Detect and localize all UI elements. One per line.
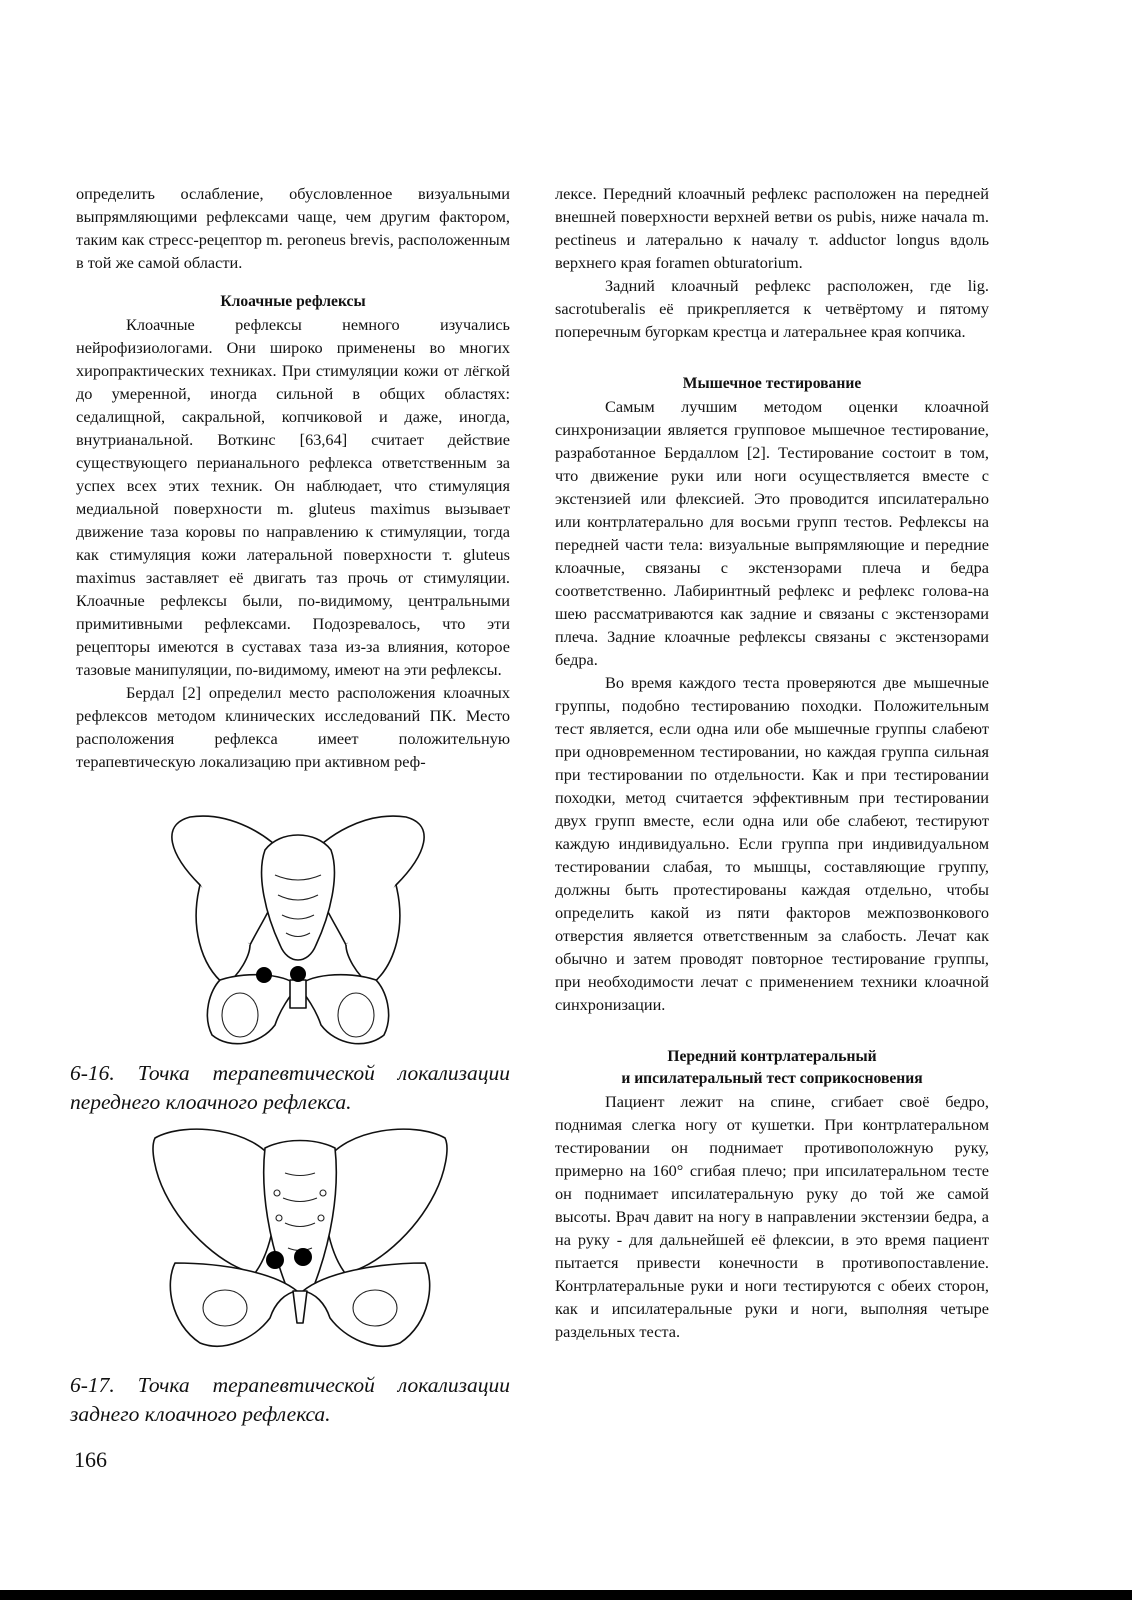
heading-muscle-testing: Мышечное тестирование (682, 375, 862, 392)
paragraph-intro: определить ослабление, обусловленное визуальными выпрямляющими рефлексами чаще, чем другим фактором, таким как стресс-рецептор m. peroneus brevis, расположенным в той же самой области. (76, 184, 510, 272)
paragraph-contact-test: Пациент лежит на спине, сгибает своё бедро, поднимая слегка ногу от кушетки. При контрлатеральном тестировании он поднимает противоположную руку, примерно на 160° сгибая плечо; при ипсилатеральном тесте он поднимает ипсилатеральную руку до той же самой высоты. Врач давит на ногу в направлении экстензии бедра, а на руку - для дальнейшей её флексии, в это время пациент пытается привести конечности в противопоставление. Контрлатеральные руки и ноги тестируются с обеих сторон, как и ипсилатеральные руки и ноги, выполняя четыре раздельных теста. (555, 1092, 989, 1341)
heading-contact-test-line-2: и ипсилатеральный тест соприкосновения (621, 1070, 923, 1087)
pelvis-anterior-illustration (140, 815, 456, 1053)
paragraph-muscle-1: Самым лучшим методом оценки клоачной синхронизации является групповое мышечное тестирование, разработанное Бердаллом [2]. Тестирование состоит в том, что движение руки или ноги осуществляется вместе с экстензией или флексией. Это проводится ипсилатерально или контрлатерально для восьми групп тестов. Рефлексы на передней части тела: визуальные выпрямляющие и передние клоачные, связаны с экстензорами плеча и бедра соответственно. Лабиринтный рефлекс и рефлекс голова-на шею рассматриваются как задние и связаны с экстензорами плеча. Задние клоачные рефлексы связаны с экстензорами бедра. (555, 397, 989, 669)
page-number: 166 (74, 1447, 107, 1472)
left-column (76, 182, 510, 773)
paragraph-cloacal-2: Бердал [2] определил место расположения клоачных рефлексов методом клинических исследований ПК. Место расположения рефлекса имеет положительную терапевтическую локализацию при активном реф- (76, 683, 510, 771)
caption-figure-6-17: 6-17. Точка терапевтической локализации заднего клоачного рефлекса. (70, 1373, 510, 1426)
caption-figure-6-16: 6-16. Точка терапевтической локализации переднего клоачного рефлекса. (70, 1061, 510, 1114)
pelvis-posterior-illustration (145, 1123, 455, 1368)
heading-contact-test-line-1: Передний контрлатеральный (667, 1048, 877, 1065)
right-column (555, 182, 989, 1343)
heading-cloacal-reflexes: Клоачные рефлексы (220, 293, 366, 310)
paragraph-continuation: лексе. Передний клоачный рефлекс расположен на передней внешней поверхности верхней ветви os pubis, ниже начала m. pectineus и латерально к началу т. adductor longus вдоль верхнего края foramen obturatorium. (555, 184, 989, 272)
paragraph-muscle-2: Во время каждого теста проверяются две мышечные группы, подобно тестированию походки. Положительным тест является, если одна или обе мышечные группы слабеют при одновременном тестировании, но каждая группа сильная при тестировании по отдельности. Как и при тестировании походки, метод считается эффективным при тестировании двух групп вместе, если одна или обе слабеют, тестируют каждую индивидуально. Если группа при индивидуальном тестировании слабая, то мышцы, составляющие группу, должны быть протестированы каждая отдельно, чтобы определить какой из пяти факторов межпозвонкового отверстия является ответственным за слабость. Лечат как обычно и затем проводят повторное тестирование группы, при необходимости лечат с применением техники клоачной синхронизации. (555, 673, 989, 1014)
scan-border (0, 1590, 1132, 1600)
paragraph-posterior-reflex: Задний клоачный рефлекс расположен, где lig. sacrotuberalis её прикрепляется к четвёртому и пятому поперечным бугоркам крестца и латеральнее края копчика. (555, 276, 989, 341)
paragraph-cloacal-1: Клоачные рефлексы немного изучались нейрофизиологами. Они широко применены во многих хиропрактических техниках. При стимуляции кожи от лёгкой до умеренной, иногда сильной в общих областях: седалищной, сакральной, копчиковой и даже, иногда, внутрианальной. Воткинс [63,64] считает действие существующего перианального рефлекса ответственным за успех всех этих техник. Он наблюдает, что стимуляция медиальной поверхности m. gluteus maximus вызывает движение таза коровы по направлению к стимуляции, тогда как стимуляция кожи латеральной поверхности т. gluteus maximus заставляет её двигать таз прочь от стимуляции. Клоачные рефлексы были, по-видимому, центральными примитивными рефлексами. Подозревалось, что эти рецепторы имеются в суставах таза из-за влияния, которое тазовые манипуляции, по-видимому, имеют на эти рефлексы. (76, 315, 510, 679)
